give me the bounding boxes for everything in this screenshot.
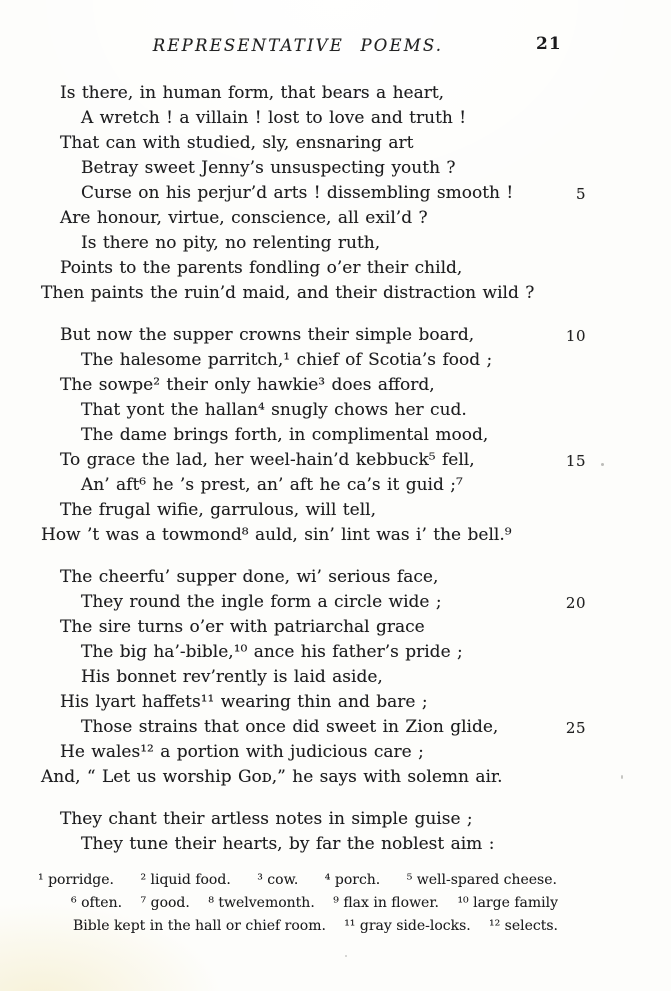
poem-line [0, 348, 671, 373]
poem-line [0, 740, 671, 765]
poem-line-text: They chant their artless notes in simple guise ; [60, 809, 473, 829]
poem-line-number: 5 [575, 185, 586, 203]
footnote-item: ⁹ flax in flower. [333, 895, 439, 911]
poem-line-text: They tune their hearts, by far the noblest aim : [81, 834, 495, 854]
footnote-item: ⁷ good. [140, 895, 190, 911]
poem-line [0, 81, 671, 106]
poem-line-text: Those strains that once did sweet in Zion glide, [81, 717, 499, 737]
poem-line [0, 615, 671, 640]
poem-line [0, 256, 671, 281]
poem-line [0, 765, 671, 790]
poem-line-text: An’ aft⁶ he ’s prest, an’ aft he ca’s it guid ;⁷ [81, 475, 463, 495]
footnote-item: ⁶ often. [71, 895, 123, 911]
poem-line-text: Is there no pity, no relenting ruth, [81, 233, 381, 253]
poem-line-text: A wretch ! a villain ! lost to love and truth ! [81, 108, 467, 128]
poem-line-text: Then paints the ruin’d maid, and their distraction wild ? [41, 283, 535, 303]
poem-line [0, 398, 671, 423]
poem-line [0, 231, 671, 256]
poem-line-text: How ’t was a towmond⁸ auld, sin’ lint was i’ the bell.⁹ [41, 525, 512, 545]
scan-artifact [601, 463, 604, 466]
poem-line [0, 565, 671, 590]
footnote-item: ⁸ twelvemonth. [208, 895, 315, 911]
footnote-item: Bible kept in the hall or chief room. [73, 918, 326, 934]
poem-line-text: Betray sweet Jenny’s unsuspecting youth ? [81, 158, 456, 178]
footnote-item: ¹² selects. [488, 918, 558, 934]
footnote-item: ³ cow. [257, 872, 299, 888]
poem-line-number: 20 [565, 594, 586, 612]
footnote-row [38, 871, 557, 890]
poem-line-text: The big ha’-bible,¹⁰ ance his father’s pride ; [81, 642, 463, 662]
poem-line [0, 156, 671, 181]
poem-line [0, 690, 671, 715]
poem-line-text: Are honour, virtue, conscience, all exil’d ? [60, 208, 428, 228]
poem-line-text: That can with studied, sly, ensnaring art [60, 133, 414, 153]
poem-line [0, 523, 671, 548]
poem-line [0, 373, 671, 398]
poem-line-number: 15 [565, 452, 586, 470]
running-title: REPRESENTATIVE POEMS. [152, 36, 444, 55]
poem-line [0, 665, 671, 690]
poem-line-text: The sowpe² their only hawkie³ does afford, [60, 375, 435, 395]
stanza [0, 565, 671, 790]
footnote-item: ¹¹ gray side-locks. [344, 918, 471, 934]
poem-line-number: 25 [565, 719, 586, 737]
footnote-row [71, 894, 558, 913]
poem-line [0, 206, 671, 231]
poem-line [0, 807, 671, 832]
stanza [0, 323, 671, 548]
poem-line [0, 423, 671, 448]
poem-line-text: The dame brings forth, in complimental mood, [81, 425, 489, 445]
poem-line-text: He wales¹² a portion with judicious care ; [60, 742, 424, 762]
stanza [0, 81, 671, 306]
page-number: 21 [536, 34, 562, 54]
poem-line-text: Points to the parents fondling o’er their child, [60, 258, 463, 278]
scan-artifact [345, 955, 347, 957]
footnote-item: ² liquid food. [140, 872, 231, 888]
poem-line-text: Curse on his perjur’d arts ! dissembling smooth ! [81, 183, 514, 203]
poem-line-number: 10 [565, 327, 586, 345]
stanza [0, 807, 671, 857]
poem-line [0, 181, 671, 206]
page-header [41, 36, 555, 55]
poem-line-text: They round the ingle form a circle wide ; [81, 592, 442, 612]
poem-line-text: And, “ Let us worship Gᴏᴅ,” he says with solemn air. [41, 767, 503, 787]
poem-line [0, 323, 671, 348]
poem-line [0, 131, 671, 156]
poem-line-text: His bonnet rev’rently is laid aside, [81, 667, 383, 687]
poem-line-text: The cheerfu’ supper done, wi’ serious face, [60, 567, 439, 587]
poem-line-text: The sire turns o’er with patriarchal grace [60, 617, 425, 637]
poem-line-text: Is there, in human form, that bears a heart, [60, 83, 445, 103]
poem-line [0, 473, 671, 498]
poem-line-text: The halesome parritch,¹ chief of Scotia’s food ; [81, 350, 493, 370]
footnote-item: ¹⁰ large family [457, 895, 558, 911]
poem-line [0, 590, 671, 615]
poem-line [0, 448, 671, 473]
poem-line [0, 832, 671, 857]
footnote-item: ¹ porridge. [38, 872, 114, 888]
poem-line-text: That yont the hallan⁴ snugly chows her cud. [81, 400, 467, 420]
poem-line-text: To grace the lad, her weel-hain’d kebbuck⁵ fell, [60, 450, 475, 470]
poem-line [0, 498, 671, 523]
poem-line-text: But now the supper crowns their simple board, [60, 325, 475, 345]
poem-line-text: The frugal wifie, garrulous, will tell, [60, 500, 376, 520]
footnote-row [73, 917, 558, 936]
footnote-item: ⁵ well-spared cheese. [406, 872, 557, 888]
poem-line [0, 715, 671, 740]
poem-line [0, 106, 671, 131]
poem-line [0, 640, 671, 665]
poem-line [0, 281, 671, 306]
scan-artifact [621, 775, 623, 779]
poem-line-text: His lyart haffets¹¹ wearing thin and bare ; [60, 692, 428, 712]
footnote-item: ⁴ porch. [324, 872, 381, 888]
